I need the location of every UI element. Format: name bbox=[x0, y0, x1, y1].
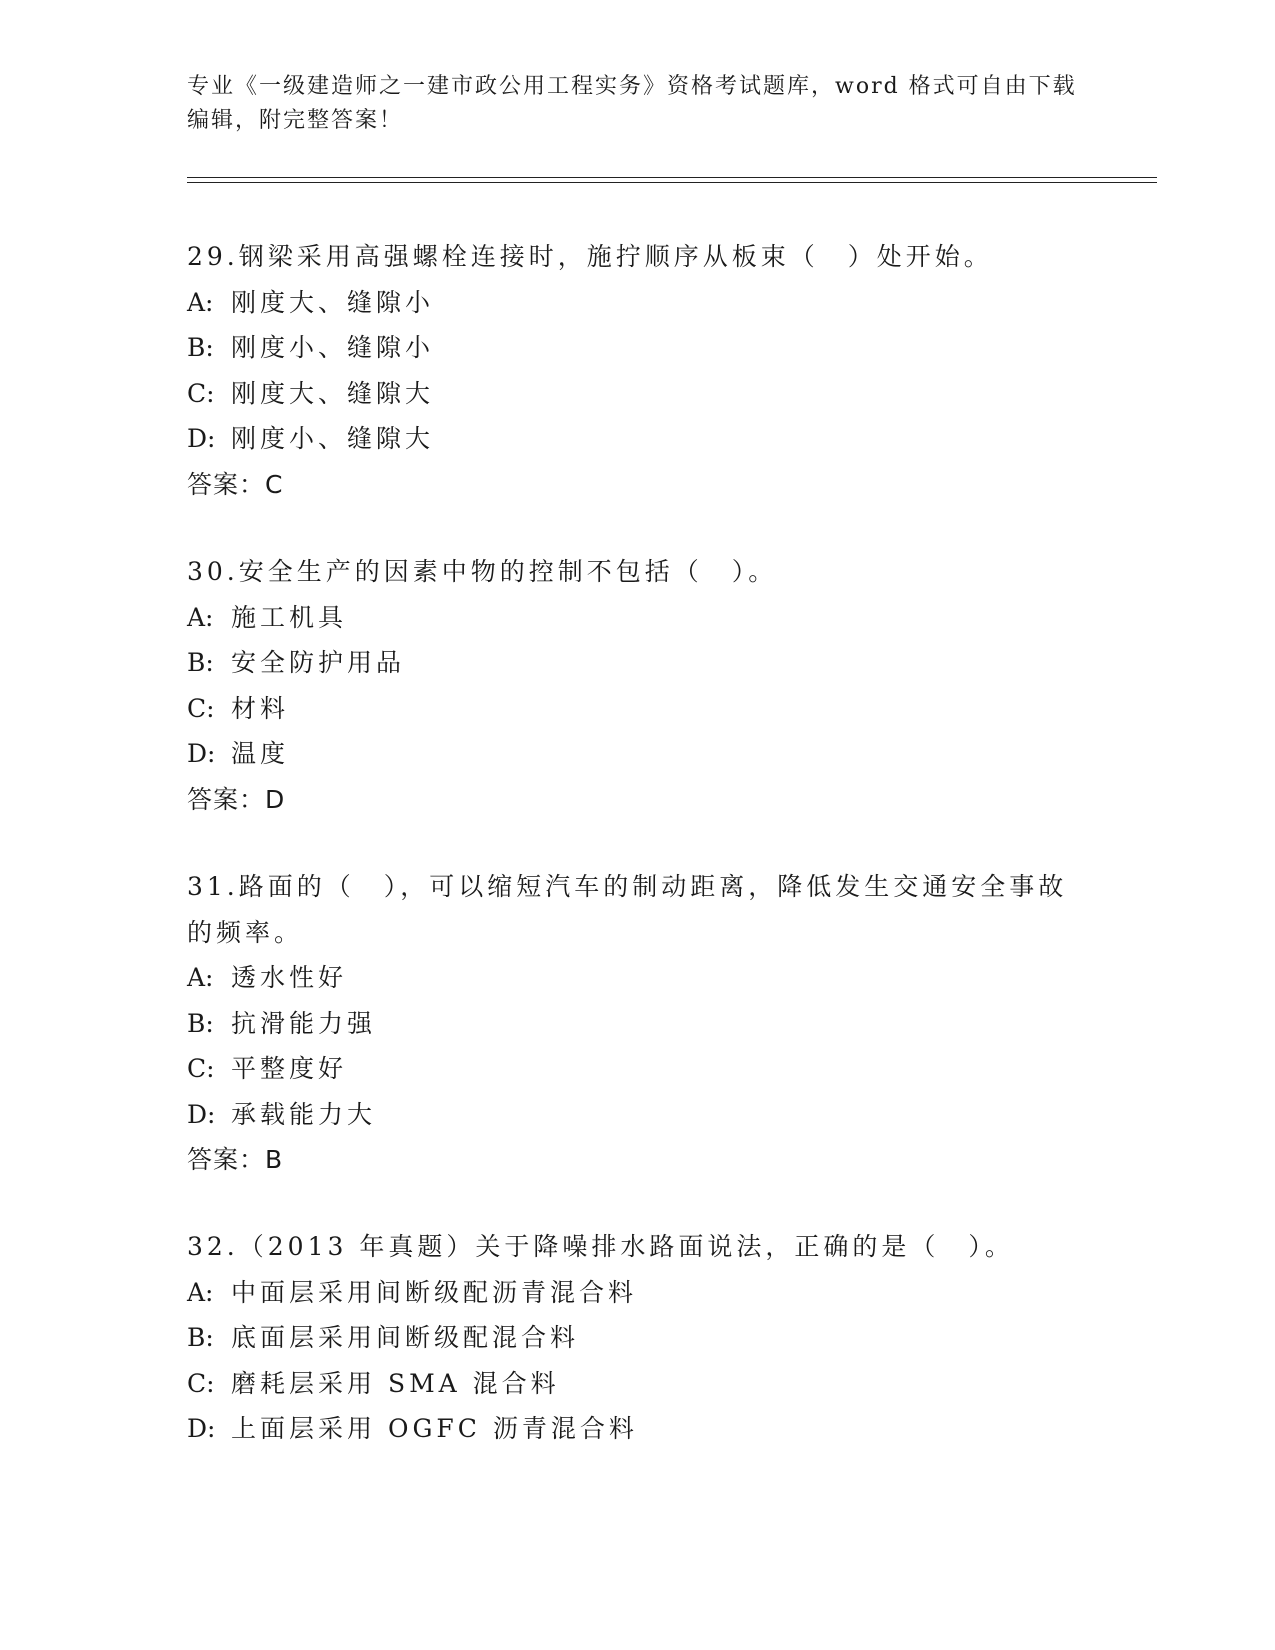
option-c bbox=[187, 1046, 1087, 1092]
question-32 bbox=[187, 1224, 1087, 1452]
option-d bbox=[187, 1092, 1087, 1138]
option-letter: A: bbox=[187, 963, 214, 992]
option-text: 刚度小、缝隙小 bbox=[231, 333, 435, 362]
option-letter: D: bbox=[187, 424, 216, 453]
option-text: 刚度大、缝隙大 bbox=[231, 378, 435, 408]
question-30 bbox=[187, 549, 1087, 822]
option-letter: D: bbox=[187, 1414, 216, 1443]
option-text: 磨耗层采用 SMA 混合料 bbox=[231, 1368, 560, 1398]
header-divider-bottom bbox=[187, 182, 1157, 183]
option-text: 安全防护用品 bbox=[231, 648, 406, 677]
option-text: 中面层采用间断级配沥青混合料 bbox=[231, 1277, 638, 1307]
option-a bbox=[187, 595, 1087, 641]
option-c bbox=[187, 1361, 1087, 1407]
option-letter: C: bbox=[187, 693, 215, 723]
option-b bbox=[187, 1001, 1087, 1047]
option-letter: B: bbox=[187, 1008, 214, 1038]
option-text: 刚度大、缝隙小 bbox=[231, 287, 435, 317]
option-b bbox=[187, 1315, 1087, 1361]
option-letter: C: bbox=[187, 378, 215, 408]
option-letter: A: bbox=[187, 602, 214, 632]
option-letter: B: bbox=[187, 333, 214, 362]
option-text: 上面层采用 OGFC 沥青混合料 bbox=[231, 1414, 638, 1443]
option-text: 透水性好 bbox=[231, 963, 348, 992]
option-text: 施工机具 bbox=[231, 602, 348, 632]
option-letter: A: bbox=[187, 1277, 214, 1307]
option-letter: C: bbox=[187, 1054, 215, 1083]
option-letter: D: bbox=[187, 739, 216, 768]
option-letter: C: bbox=[187, 1368, 215, 1398]
option-text: 抗滑能力强 bbox=[231, 1008, 377, 1038]
option-text: 平整度好 bbox=[231, 1054, 348, 1083]
option-letter: B: bbox=[187, 648, 214, 677]
option-text: 温度 bbox=[231, 739, 290, 768]
question-31 bbox=[187, 864, 1087, 1183]
option-letter: B: bbox=[187, 1323, 214, 1352]
answer-line: 答案：C bbox=[187, 469, 284, 499]
option-d bbox=[187, 731, 1087, 777]
question-stem: 30.安全生产的因素中物的控制不包括（ ）。 bbox=[187, 557, 778, 586]
option-text: 底面层采用间断级配混合料 bbox=[231, 1323, 580, 1352]
option-b bbox=[187, 640, 1087, 686]
option-a bbox=[187, 280, 1087, 326]
option-text: 刚度小、缝隙大 bbox=[231, 424, 435, 453]
option-c bbox=[187, 371, 1087, 417]
question-stem: 29.钢梁采用高强螺栓连接时，施拧顺序从板束（ ）处开始。 bbox=[187, 242, 993, 271]
header-divider-top bbox=[187, 177, 1157, 178]
option-a bbox=[187, 955, 1087, 1001]
answer-line: 答案：D bbox=[187, 784, 286, 814]
option-d bbox=[187, 416, 1087, 462]
option-letter: A: bbox=[187, 287, 214, 317]
option-text: 材料 bbox=[231, 693, 290, 723]
option-d bbox=[187, 1406, 1087, 1452]
question-stem: 32.（2013 年真题）关于降噪排水路面说法，正确的是（ ）。 bbox=[187, 1232, 1014, 1261]
question-29 bbox=[187, 234, 1087, 507]
option-text: 承载能力大 bbox=[231, 1099, 377, 1129]
option-c bbox=[187, 686, 1087, 732]
option-letter: D: bbox=[187, 1099, 216, 1129]
answer-line: 答案：B bbox=[187, 1145, 284, 1174]
document-header: 专业《一级建造师之一建市政公用工程实务》资格考试题库，word 格式可自由下载编辑，附完整答案！ bbox=[187, 74, 1077, 133]
option-a bbox=[187, 1270, 1087, 1316]
question-stem: 31.路面的（ ），可以缩短汽车的制动距离，降低发生交通安全事故的频率。 bbox=[187, 872, 1068, 947]
option-b bbox=[187, 325, 1087, 371]
